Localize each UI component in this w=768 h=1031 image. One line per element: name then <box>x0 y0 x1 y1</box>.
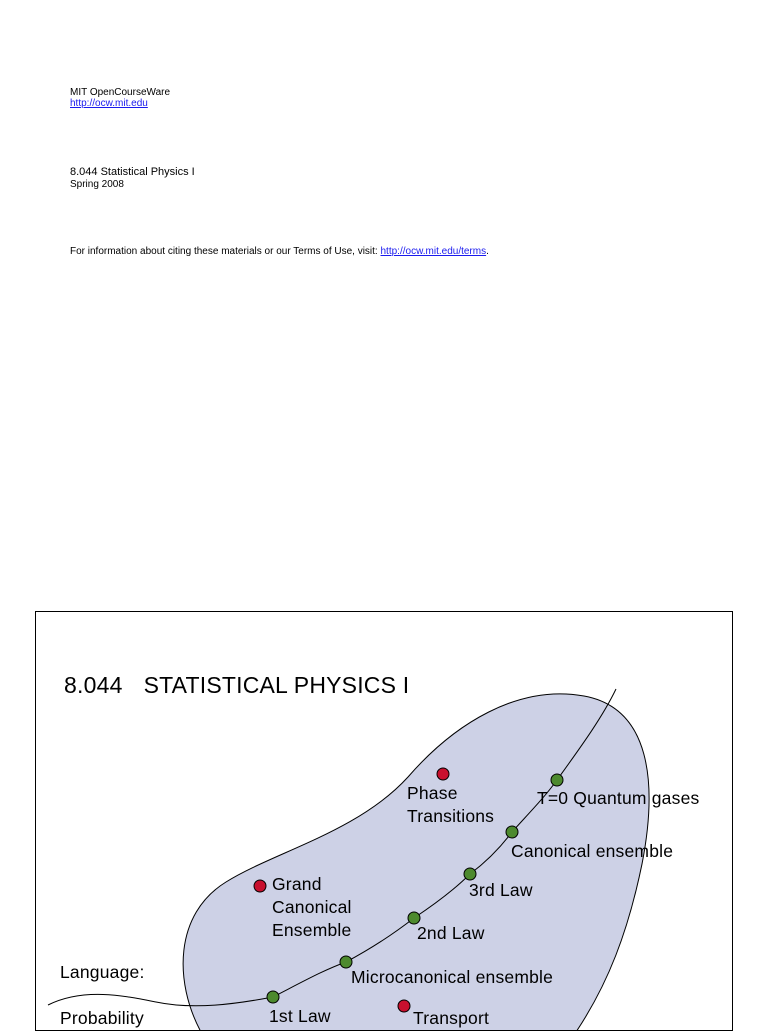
terms-link[interactable]: http://ocw.mit.edu/terms <box>380 246 487 257</box>
label-second-law: 2nd Law <box>417 923 485 943</box>
node-quantum-dot <box>551 774 563 786</box>
course-title: 8.044 Statistical Physics I <box>70 166 195 178</box>
label-grand-line3: Ensemble <box>272 920 352 940</box>
slide-title <box>64 672 409 699</box>
label-grand-canonical <box>272 873 352 942</box>
label-grand-line1: Grand <box>272 874 322 894</box>
topic-transport-dot <box>398 1000 410 1012</box>
label-probability: Probability <box>60 1008 144 1028</box>
label-third-law: 3rd Law <box>469 880 533 900</box>
citation-suffix: . <box>486 246 489 257</box>
node-first-law-dot <box>267 991 279 1003</box>
slide-title-number: 8.044 <box>64 672 123 698</box>
citation-text: For information about citing these materials or our Terms of Use, visit: <box>70 246 381 257</box>
slide-frame <box>35 611 733 1031</box>
slide-title-text: STATISTICAL PHYSICS I <box>143 672 410 698</box>
org-name: MIT OpenCourseWare <box>70 87 171 98</box>
ocw-link[interactable]: http://ocw.mit.edu <box>70 98 148 109</box>
topic-grand-dot <box>254 880 266 892</box>
label-phase-line2: Transitions <box>407 806 495 826</box>
node-canonical-dot <box>506 826 518 838</box>
label-phase-transitions <box>407 782 494 828</box>
label-microcanonical: Microcanonical ensemble <box>351 967 554 987</box>
topic-phase-dot <box>437 768 449 780</box>
label-grand-line2: Canonical <box>272 897 352 917</box>
course-term: Spring 2008 <box>70 179 124 190</box>
label-first-law: 1st Law <box>269 1006 331 1026</box>
label-language: Language: <box>60 962 145 982</box>
label-phase-line1: Phase <box>407 783 458 803</box>
label-transport: Transport <box>413 1008 490 1028</box>
label-quantum-gases: T=0 Quantum gases <box>537 788 700 808</box>
citation-line <box>70 246 489 257</box>
label-canonical-ensemble: Canonical ensemble <box>511 841 674 861</box>
